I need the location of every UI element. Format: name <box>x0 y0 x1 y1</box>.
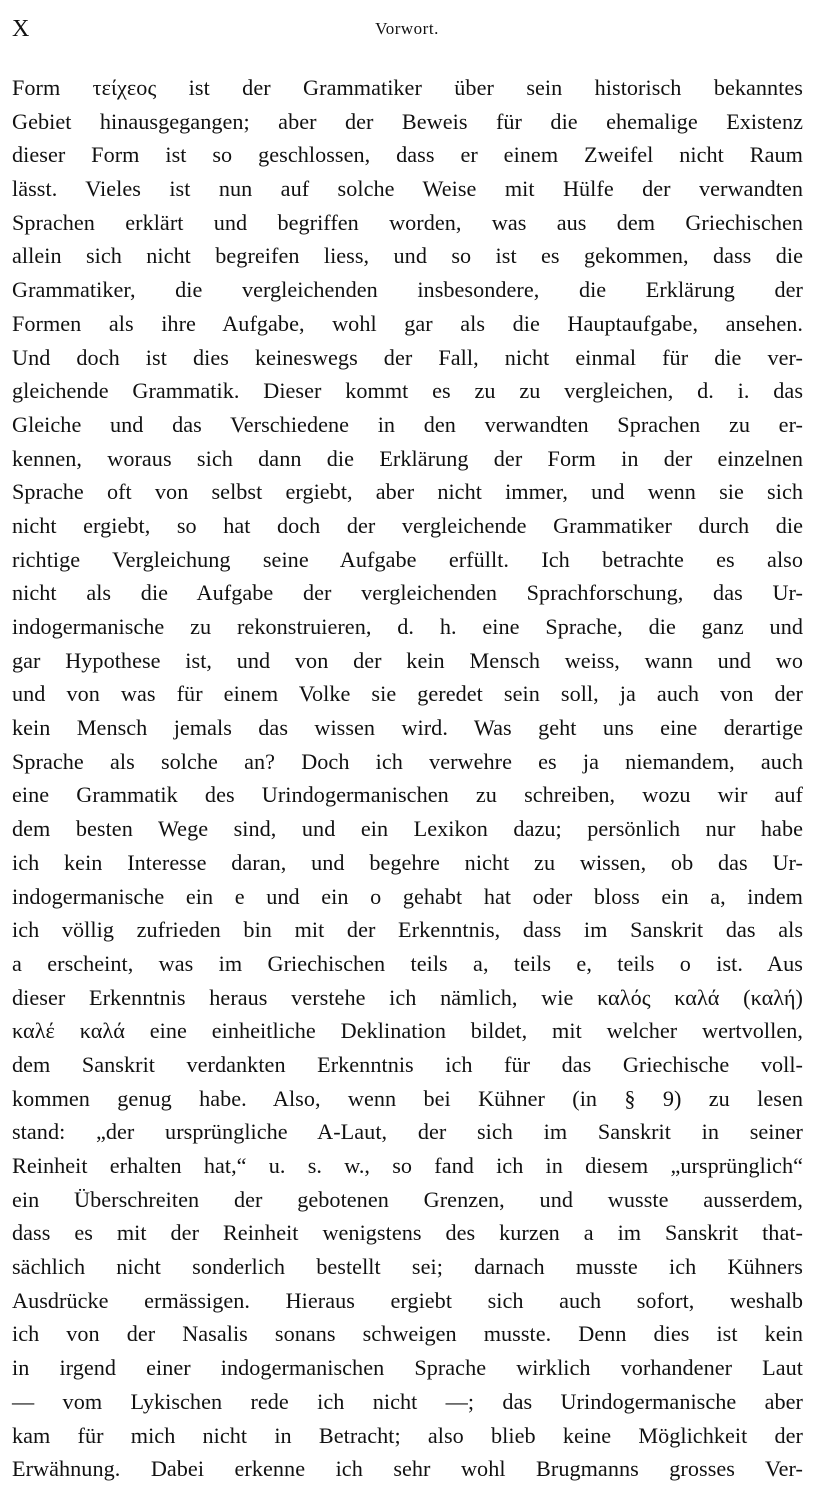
body-text <box>12 71 803 1486</box>
text-line: nicht ergiebt, so hat doch der vergleichende Grammatiker durch die <box>12 512 803 538</box>
text-line: ein Überschreiten der gebotenen Grenzen, und wusste ausserdem, <box>12 1186 803 1212</box>
text-line: dem Sanskrit verdankten Erkenntnis ich für das Griechische voll- <box>12 1051 803 1077</box>
text-line: allein sich nicht begreifen liess, und so ist es gekommen, dass die <box>12 243 803 269</box>
text-line: καλέ καλά eine einheitliche Deklination bildet, mit welcher wertvollen, <box>12 1018 803 1044</box>
text-line: Reinheit erhalten hat,“ u. s. w., so fand ich in diesem „ursprünglich“ <box>12 1153 803 1178</box>
text-line: dem besten Wege sind, und ein Lexikon dazu; persönlich nur habe <box>12 816 803 842</box>
text-line: richtige Vergleichung seine Aufgabe erfüllt. Ich betrachte es also <box>12 546 803 572</box>
text-line: Sprache als solche an? Doch ich verwehre es ja niemandem, auch <box>12 748 803 774</box>
text-line: gleichende Grammatik. Dieser kommt es zu zu vergleichen, d. i. das <box>12 378 803 404</box>
text-line: Erwähnung. Dabei erkenne ich sehr wohl Brugmanns grosses Ver- <box>12 1456 803 1482</box>
text-line: lässt. Vieles ist nun auf solche Weise mit Hülfe der verwandten <box>12 176 803 202</box>
text-line: kam für mich nicht in Betracht; also blieb keine Möglichkeit der <box>12 1422 803 1448</box>
text-line: kein Mensch jemals das wissen wird. Was geht uns eine derartige <box>12 715 803 741</box>
text-line: Ausdrücke ermässigen. Hieraus ergiebt sich auch sofort, weshalb <box>12 1287 803 1313</box>
text-line: Grammatiker, die vergleichenden insbesondere, die Erklärung der <box>12 277 803 303</box>
text-line: Gebiet hinausgegangen; aber der Beweis für die ehemalige Existenz <box>12 108 803 134</box>
text-line: indogermanische zu rekonstruieren, d. h. eine Sprache, die ganz und <box>12 614 803 639</box>
text-line: dass es mit der Reinheit wenigstens des kurzen a im Sanskrit that- <box>12 1220 803 1246</box>
text-line: nicht als die Aufgabe der vergleichenden Sprachforschung, das Ur- <box>12 580 803 606</box>
text-line: ich kein Interesse daran, und begehre nicht zu wissen, ob das Ur- <box>12 849 803 875</box>
text-line: stand: „der ursprüngliche A-Laut, der sich im Sanskrit in seiner <box>12 1119 803 1145</box>
text-line: Sprachen erklärt und begriffen worden, was aus dem Griechischen <box>12 209 803 235</box>
text-line: sächlich nicht sonderlich bestellt sei; darnach musste ich Kühners <box>12 1254 803 1280</box>
text-line: Formen als ihre Aufgabe, wohl gar als die Hauptaufgabe, ansehen. <box>12 310 803 336</box>
text-line: eine Grammatik des Urindogermanischen zu schreiben, wozu wir auf <box>12 782 803 808</box>
text-line: dieser Erkenntnis heraus verstehe ich nämlich, wie καλός καλά (καλή) <box>12 984 803 1010</box>
text-line: — vom Lykischen rede ich nicht —; das Urindogermanische aber <box>12 1388 803 1414</box>
text-line: indogermanische ein e und ein o gehabt hat oder bloss ein a, indem <box>12 883 803 909</box>
page-header <box>12 14 802 44</box>
text-line: Gleiche und das Verschiedene in den verwandten Sprachen zu er- <box>12 411 803 437</box>
text-line: a erscheint, was im Griechischen teils a, teils e, teils o ist. Aus <box>12 950 803 976</box>
text-line: dieser Form ist so geschlossen, dass er einem Zweifel nicht Raum <box>12 142 803 168</box>
text-line: kennen, woraus sich dann die Erklärung der Form in der einzelnen <box>12 445 803 471</box>
text-line: Form τείχεος ist der Grammatiker über sein historisch bekanntes <box>12 75 803 100</box>
text-line: und von was für einem Volke sie geredet sein soll, ja auch von der <box>12 681 803 707</box>
text-line: gar Hypothese ist, und von der kein Mensch weiss, wann und wo <box>12 647 803 673</box>
text-line: ich von der Nasalis sonans schweigen musste. Denn dies ist kein <box>12 1321 803 1347</box>
running-head: Vorwort. <box>375 19 439 38</box>
text-line: Sprache oft von selbst ergiebt, aber nicht immer, und wenn sie sich <box>12 479 803 505</box>
text-line: kommen genug habe. Also, wenn bei Kühner (in § 9) zu lesen <box>12 1085 803 1111</box>
text-line: Und doch ist dies keineswegs der Fall, nicht einmal für die ver- <box>12 344 803 370</box>
page-number: X <box>12 16 31 42</box>
text-line: ich völlig zufrieden bin mit der Erkenntnis, dass im Sanskrit das als <box>12 917 803 943</box>
text-line: in irgend einer indogermanischen Sprache wirklich vorhandener Laut <box>12 1355 803 1381</box>
